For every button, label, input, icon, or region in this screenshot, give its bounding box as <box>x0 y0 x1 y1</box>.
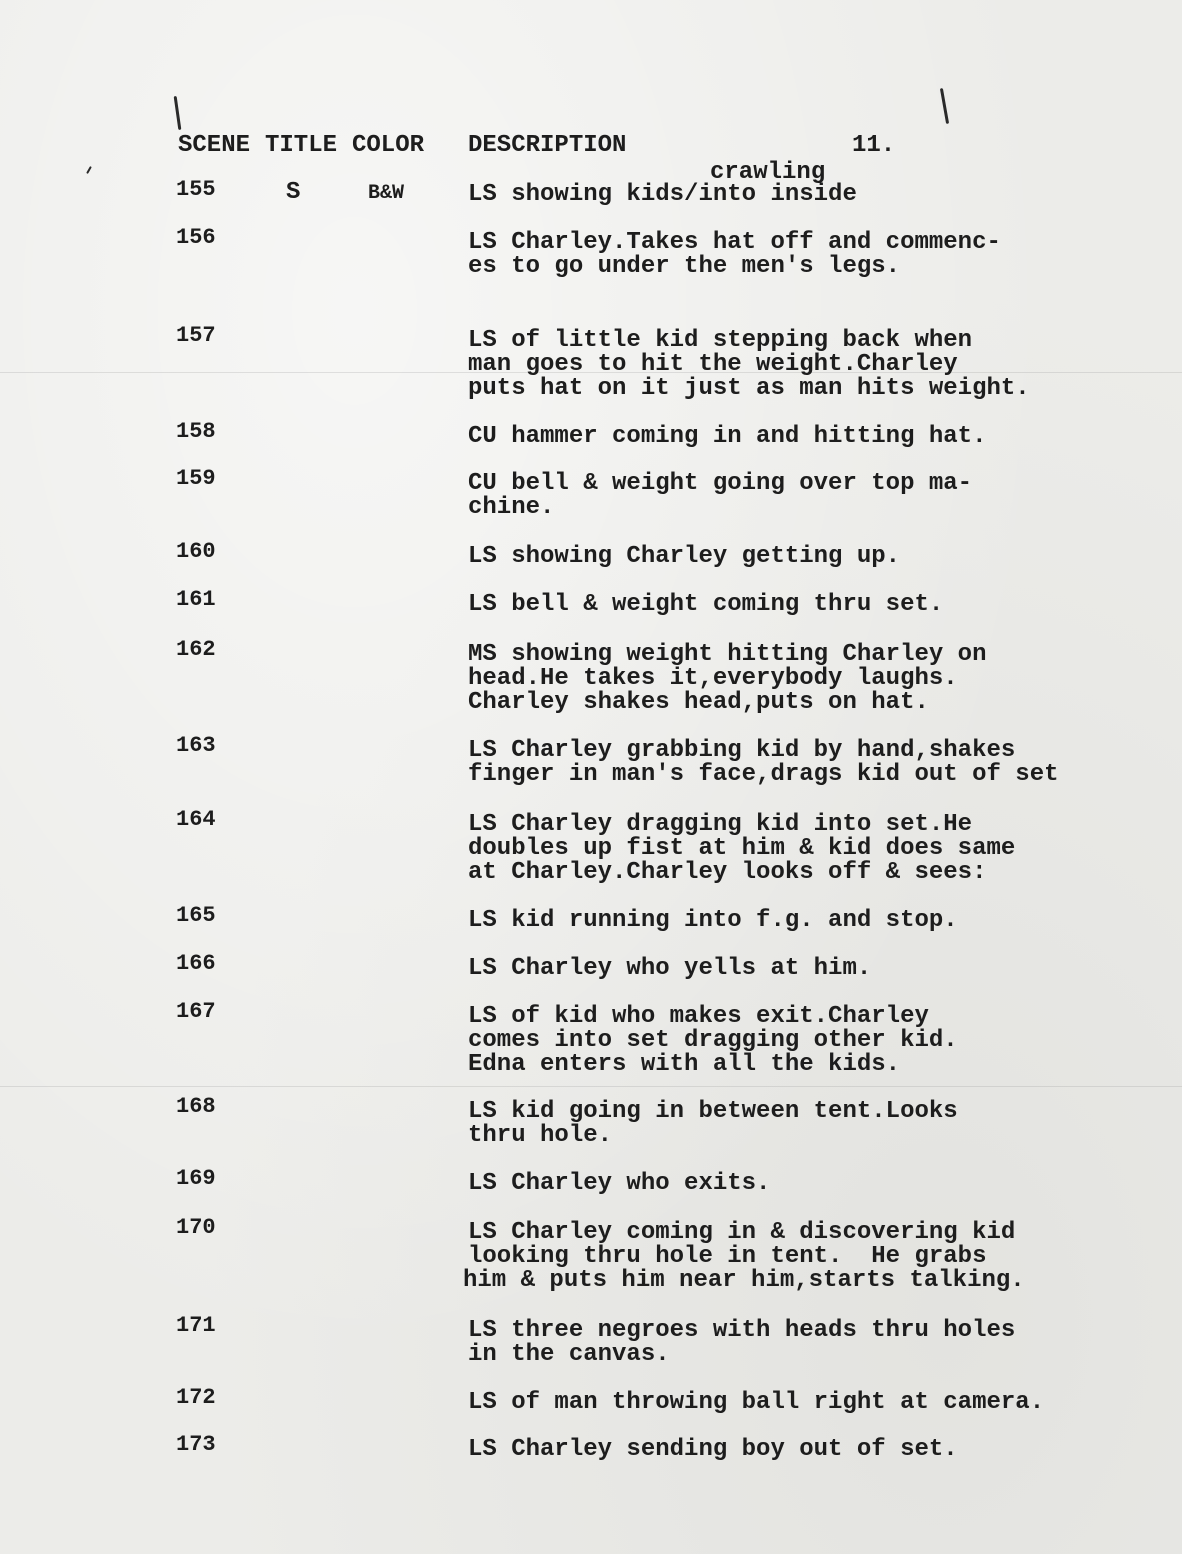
description-line: CU hammer coming in and hitting hat. <box>468 423 987 450</box>
pencil-tick-mark-right <box>940 88 949 124</box>
description-line: LS Charley coming in & discovering kid <box>468 1219 1016 1246</box>
description-line: thru hole. <box>468 1122 613 1149</box>
inserted-word: crawling <box>710 159 826 186</box>
description-line: LS Charley who exits. <box>468 1170 771 1197</box>
description-line: puts hat on it just as man hits weight. <box>468 375 1030 402</box>
scene-description <box>468 183 857 207</box>
scene-description <box>468 1391 1044 1415</box>
column-header-scene: SCENE <box>178 132 251 159</box>
description-line: LS Charley who yells at him. <box>468 955 872 982</box>
scene-row-167 <box>0 999 1182 1078</box>
description-line: head.He takes it,everybody laughs. <box>468 665 958 692</box>
description-line: es to go under the men's legs. <box>468 253 901 280</box>
scene-row-155 <box>0 159 1182 208</box>
scene-number: 158 <box>176 419 216 444</box>
description-line: LS showing kids/into inside <box>468 181 857 208</box>
scene-row-159 <box>0 466 1182 521</box>
scene-number: 157 <box>176 323 216 348</box>
scene-number: 164 <box>176 807 216 832</box>
scene-description <box>468 739 1059 787</box>
column-header-description: DESCRIPTION <box>468 132 627 159</box>
description-line: at Charley.Charley looks off & sees: <box>468 859 987 886</box>
description-line: comes into set dragging other kid. <box>468 1027 958 1054</box>
column-header-title: TITLE <box>265 132 338 159</box>
scene-row-172 <box>0 1385 1182 1416</box>
scene-description <box>468 1100 958 1148</box>
scene-description <box>468 1005 958 1077</box>
scene-number: 169 <box>176 1166 216 1191</box>
description-line: man goes to hit the weight.Charley <box>468 351 958 378</box>
scene-number: 159 <box>176 466 216 491</box>
description-line: Charley shakes head,puts on hat. <box>468 689 929 716</box>
scene-row-171 <box>0 1313 1182 1368</box>
scene-number: 166 <box>176 951 216 976</box>
scene-description <box>468 425 986 449</box>
description-line: him & puts him near him,starts talking. <box>463 1267 1025 1294</box>
description-line: LS of man throwing ball right at camera. <box>468 1389 1045 1416</box>
description-line: looking thru hole in tent. He grabs <box>468 1243 987 1270</box>
description-line: LS of kid who makes exit.Charley <box>468 1003 929 1030</box>
description-line: LS Charley grabbing kid by hand,shakes <box>468 737 1016 764</box>
scene-description <box>468 231 1001 279</box>
column-header-color: COLOR <box>352 132 425 159</box>
description-line: in the canvas. <box>468 1341 670 1368</box>
scene-description <box>468 329 1030 401</box>
scene-number: 161 <box>176 587 216 612</box>
scene-number: 168 <box>176 1094 216 1119</box>
scene-row-161 <box>0 587 1182 618</box>
description-line: LS of little kid stepping back when <box>468 327 973 354</box>
scene-description <box>468 957 871 981</box>
scene-row-164 <box>0 807 1182 886</box>
description-line: CU bell & weight going over top ma- <box>468 470 973 497</box>
scene-description <box>468 545 900 569</box>
description-line: LS showing Charley getting up. <box>468 543 901 570</box>
scene-description <box>468 643 986 715</box>
scene-row-166 <box>0 951 1182 982</box>
scene-row-163 <box>0 733 1182 788</box>
scene-row-169 <box>0 1166 1182 1197</box>
description-line: chine. <box>468 494 555 521</box>
scene-number: 173 <box>176 1432 216 1457</box>
scene-description <box>463 1219 1025 1294</box>
scan-line <box>0 1086 1182 1087</box>
scene-row-156 <box>0 225 1182 280</box>
description-line: finger in man's face,drags kid out of set <box>468 761 1059 788</box>
scene-description <box>468 593 943 617</box>
scene-row-162 <box>0 637 1182 716</box>
scene-number: 160 <box>176 539 216 564</box>
scene-number: 155 <box>176 177 216 202</box>
scene-number: 172 <box>176 1385 216 1410</box>
description-line: LS Charley dragging kid into set.He <box>468 811 973 838</box>
scene-description <box>468 1172 770 1196</box>
scene-row-157 <box>0 323 1182 402</box>
scene-row-165 <box>0 903 1182 934</box>
scene-number: 162 <box>176 637 216 662</box>
scene-number: 171 <box>176 1313 216 1338</box>
scene-row-160 <box>0 539 1182 570</box>
description-line: Edna enters with all the kids. <box>468 1051 901 1078</box>
scene-row-170 <box>0 1215 1182 1294</box>
stray-mark <box>86 166 92 174</box>
description-line: LS Charley.Takes hat off and commenc- <box>468 229 1001 256</box>
scene-row-158 <box>0 419 1182 450</box>
scene-number: 165 <box>176 903 216 928</box>
scene-description <box>468 813 1015 885</box>
scene-row-173 <box>0 1432 1182 1463</box>
scene-number: 170 <box>176 1215 216 1240</box>
title-code: S <box>286 179 301 206</box>
scene-description <box>468 1319 1015 1367</box>
description-line: LS kid going in between tent.Looks <box>468 1098 958 1125</box>
pencil-tick-mark-left <box>174 96 182 130</box>
scene-number: 167 <box>176 999 216 1024</box>
page-number: 11. <box>852 132 896 159</box>
scene-row-168 <box>0 1094 1182 1149</box>
description-line: doubles up fist at him & kid does same <box>468 835 1016 862</box>
scene-number: 163 <box>176 733 216 758</box>
scene-description <box>468 472 972 520</box>
description-line: LS kid running into f.g. and stop. <box>468 907 958 934</box>
scene-description <box>468 909 958 933</box>
scene-description <box>468 1438 958 1462</box>
description-line: LS three negroes with heads thru holes <box>468 1317 1016 1344</box>
description-line: LS Charley sending boy out of set. <box>468 1436 958 1463</box>
description-line: LS bell & weight coming thru set. <box>468 591 944 618</box>
description-line: MS showing weight hitting Charley on <box>468 641 987 668</box>
color-code: B&W <box>368 182 405 205</box>
scene-number: 156 <box>176 225 216 250</box>
